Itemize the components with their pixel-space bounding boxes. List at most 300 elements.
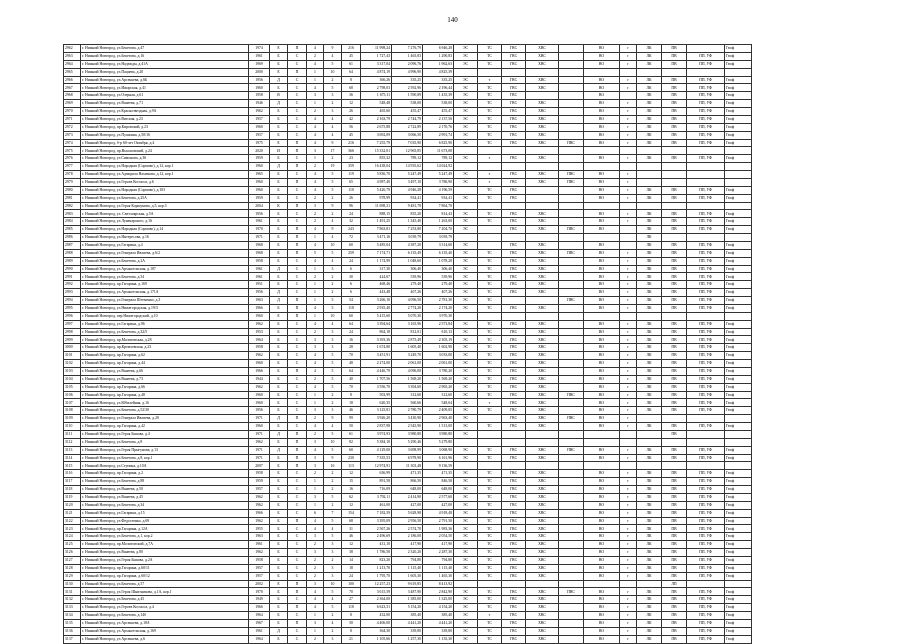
facade-cell: Гвоф xyxy=(725,517,752,525)
floors-cell: 2 xyxy=(324,100,342,108)
entrances-cell: 4 xyxy=(307,525,324,533)
total-area-cell: 4 129,00 xyxy=(361,446,392,454)
ventilation-cell: ПВ xyxy=(662,320,687,328)
cold-water-cell: ХВС xyxy=(526,52,559,60)
heating-cell xyxy=(478,68,502,76)
gas-cell xyxy=(559,194,584,202)
floors-cell: 19 xyxy=(324,163,342,171)
category-cell: Д xyxy=(270,430,288,438)
category-cell: Б xyxy=(270,493,288,501)
row-number-cell: 2967 xyxy=(64,84,81,92)
drainage-cell: ВО xyxy=(584,635,620,643)
apartments-cell: 6 xyxy=(342,265,361,273)
row-number-cell: 3134 xyxy=(64,612,81,620)
apartments-cell: 36 xyxy=(342,92,361,100)
windows-cell: ПП, УФ xyxy=(687,100,725,108)
hot-water-cell: ГВС xyxy=(502,501,526,509)
total-area-cell: 4 874,19 xyxy=(361,68,392,76)
gas-type-cell: г xyxy=(620,383,637,391)
residential-area-cell: 548,04 xyxy=(423,399,454,407)
material-cell: С xyxy=(288,541,307,549)
windows-cell: ПП, УФ xyxy=(687,115,725,123)
gas-type-cell xyxy=(620,462,637,470)
gas-type-cell: г xyxy=(620,446,637,454)
living-area-cell: 934,41 xyxy=(392,194,423,202)
entrances-cell: 2 xyxy=(307,564,324,572)
category-cell: Б xyxy=(270,84,288,92)
category-cell: Д xyxy=(270,627,288,635)
cold-water-cell: ХВС xyxy=(526,45,559,53)
row-number-cell: 3119 xyxy=(64,493,81,501)
heating-cell xyxy=(478,202,502,210)
living-area-cell: 4 096,50 xyxy=(392,297,423,305)
address-cell: г. Нижний Новгород, пр.Гагарина, д.66 xyxy=(81,383,249,391)
address-cell: г. Нижний Новгород, ул.Нижегородская, д.19/3 xyxy=(81,304,249,312)
hot-water-cell xyxy=(502,147,526,155)
hot-water-cell xyxy=(502,297,526,305)
drainage-cell: ВО xyxy=(584,564,620,572)
category-cell: Б xyxy=(270,218,288,226)
living-area-cell: 1 345,40 xyxy=(392,218,423,226)
total-area-cell: 716,09 xyxy=(361,486,392,494)
table-row xyxy=(64,438,752,446)
row-number-cell: 3109 xyxy=(64,415,81,423)
living-area-cell: 5 070,30 xyxy=(392,312,423,320)
gas-cell xyxy=(559,115,584,123)
residential-area-cell: 648,00 xyxy=(423,486,454,494)
ventilation-cell: ПВ xyxy=(662,493,687,501)
heating-cell: ТС xyxy=(478,367,502,375)
cold-water-cell: ХВС xyxy=(526,108,559,116)
drainage-cell: ВО xyxy=(584,100,620,108)
gas-cell xyxy=(559,281,584,289)
heating-cell xyxy=(478,312,502,320)
apartments-cell: 42 xyxy=(342,115,361,123)
table-row xyxy=(64,84,752,92)
ventilation-cell xyxy=(662,147,687,155)
entrances-cell: 3 xyxy=(307,454,324,462)
gas-type-cell: г xyxy=(620,265,637,273)
apartments-cell: 46 xyxy=(342,533,361,541)
address-cell: г. Нижний Новгород, пр.Молитовский, д.7А xyxy=(81,541,249,549)
row-number-cell: 2980 xyxy=(64,186,81,194)
ventilation-cell: ПВ xyxy=(662,336,687,344)
hot-water-cell: ГВС xyxy=(502,635,526,643)
hot-water-cell: ГВС xyxy=(502,399,526,407)
address-cell: г. Нижний Новгород, б-р 60-лет Октября, д.4 xyxy=(81,139,249,147)
material-cell: С xyxy=(288,281,307,289)
facade-cell: Гвоф xyxy=(725,375,752,383)
electricity-cell: ЭС xyxy=(454,45,478,53)
category-cell: Б xyxy=(270,383,288,391)
apartments-cell: 12 xyxy=(342,100,361,108)
row-number-cell: 2968 xyxy=(64,92,81,100)
heating-cell: ТС xyxy=(478,131,502,139)
material-cell: П xyxy=(288,454,307,462)
heating-cell: ТС xyxy=(478,336,502,344)
material-cell: С xyxy=(288,131,307,139)
facade-cell: Гвоф xyxy=(725,612,752,620)
drainage-cell: ВО xyxy=(584,619,620,627)
floors-cell: 3 xyxy=(324,92,342,100)
total-area-cell: 3 125,81 xyxy=(361,407,392,415)
material-cell: П xyxy=(288,139,307,147)
residential-area-cell: 385,40 xyxy=(423,612,454,620)
total-area-cell: 3 394,64 xyxy=(361,320,392,328)
address-cell: г. Нижний Новгород, ул.Народная (Сормово), д.14 xyxy=(81,226,249,234)
cold-water-cell xyxy=(526,194,559,202)
residential-area-cell: 1 115,40 xyxy=(423,564,454,572)
apartments-cell: 72 xyxy=(342,234,361,242)
stairs-cell: ЛК xyxy=(637,454,662,462)
stairs-cell: ЛК xyxy=(637,509,662,517)
category-cell: Б xyxy=(270,525,288,533)
material-cell: С xyxy=(288,194,307,202)
floors-cell: 7 xyxy=(324,509,342,517)
entrances-cell: 1 xyxy=(307,265,324,273)
stairs-cell: ЛК xyxy=(637,407,662,415)
row-number-cell: 2988 xyxy=(64,249,81,257)
heating-cell: ТС xyxy=(478,517,502,525)
total-area-cell: 978,99 xyxy=(361,194,392,202)
material-cell: С xyxy=(288,360,307,368)
category-cell: И xyxy=(270,147,288,155)
apartments-cell: 8 xyxy=(342,627,361,635)
year-cell: 1964 xyxy=(249,635,270,643)
stairs-cell: ЛК xyxy=(637,352,662,360)
gas-type-cell: г xyxy=(620,604,637,612)
heating-cell xyxy=(478,430,502,438)
electricity-cell: ЭС xyxy=(454,194,478,202)
row-number-cell: 3128 xyxy=(64,564,81,572)
gas-type-cell: г xyxy=(620,52,637,60)
category-cell: Б xyxy=(270,108,288,116)
category-cell: Б xyxy=(270,304,288,312)
year-cell: 1966 xyxy=(249,509,270,517)
hot-water-cell: ГВС xyxy=(502,92,526,100)
gas-cell: ПВС xyxy=(559,297,584,305)
cold-water-cell: ХВС xyxy=(526,171,559,179)
material-cell: П xyxy=(288,430,307,438)
material-cell: С xyxy=(288,257,307,265)
total-area-cell: 4 987,40 xyxy=(361,178,392,186)
facade-cell: Гвоф xyxy=(725,257,752,265)
row-number-cell: 3133 xyxy=(64,604,81,612)
year-cell: 1956 xyxy=(249,407,270,415)
ventilation-cell: ПВ xyxy=(662,478,687,486)
gas-type-cell: г xyxy=(620,304,637,312)
drainage-cell: ВО xyxy=(584,92,620,100)
year-cell: 1961 xyxy=(249,218,270,226)
windows-cell: ПП, УФ xyxy=(687,383,725,391)
facade-cell: Гвоф xyxy=(725,108,752,116)
windows-cell: ПП, УФ xyxy=(687,289,725,297)
table-row xyxy=(64,312,752,320)
address-cell: г. Нижний Новгород, ул.Бекетова, д.16 xyxy=(81,52,249,60)
category-cell: Б xyxy=(270,564,288,572)
ventilation-cell: ПВ xyxy=(662,92,687,100)
material-cell: П xyxy=(288,604,307,612)
category-cell: Б xyxy=(270,155,288,163)
drainage-cell: ВО xyxy=(584,273,620,281)
stairs-cell xyxy=(637,68,662,76)
heating-cell: ТС xyxy=(478,423,502,431)
address-cell: г. Нижний Новгород, ул.Генерала Ивлиева, д.6/2 xyxy=(81,249,249,257)
address-cell: г. Нижний Новгород, ул.Бекетова, д.57 xyxy=(81,580,249,588)
stairs-cell xyxy=(637,178,662,186)
heating-cell: ТС xyxy=(478,375,502,383)
gas-type-cell: г xyxy=(620,336,637,344)
hot-water-cell: ГВС xyxy=(502,139,526,147)
category-cell: Е xyxy=(270,312,288,320)
ventilation-cell: ПВ xyxy=(662,619,687,627)
hot-water-cell: ГВС xyxy=(502,352,526,360)
windows-cell: ПП, УФ xyxy=(687,249,725,257)
gas-type-cell: г xyxy=(620,344,637,352)
floors-cell: 5 xyxy=(324,297,342,305)
cold-water-cell: ХВС xyxy=(526,533,559,541)
gas-cell xyxy=(559,163,584,171)
ventilation-cell: ПВ xyxy=(662,375,687,383)
heating-cell: ТС xyxy=(478,45,502,53)
apartments-cell: 38 xyxy=(342,549,361,557)
category-cell: Б xyxy=(270,234,288,242)
living-area-cell: 5 628,98 xyxy=(392,509,423,517)
ventilation-cell xyxy=(662,415,687,423)
stairs-cell: ЛК xyxy=(637,186,662,194)
residential-area-cell: 2 409,05 xyxy=(423,407,454,415)
heating-cell: ТС xyxy=(478,478,502,486)
year-cell: 1962 xyxy=(249,352,270,360)
entrances-cell: 3 xyxy=(307,533,324,541)
year-cell: 2000 xyxy=(249,68,270,76)
total-area-cell: 3 471,16 xyxy=(361,234,392,242)
gas-cell xyxy=(559,399,584,407)
drainage-cell: ВО xyxy=(584,210,620,218)
facade-cell: Гвоф xyxy=(725,336,752,344)
stairs-cell: ЛК xyxy=(637,76,662,84)
gas-cell xyxy=(559,210,584,218)
row-number-cell: 2978 xyxy=(64,171,81,179)
windows-cell xyxy=(687,45,725,53)
gas-cell xyxy=(559,438,584,446)
living-area-cell: 3 249,70 xyxy=(392,352,423,360)
address-cell: г. Нижний Новгород, пр.Молитовская, д.28 xyxy=(81,336,249,344)
residential-area-cell: 6 946,20 xyxy=(423,45,454,53)
total-area-cell: 2 163,79 xyxy=(361,115,392,123)
ventilation-cell: ПВ xyxy=(662,556,687,564)
cold-water-cell: ХВС xyxy=(526,328,559,336)
ventilation-cell: ПВ xyxy=(662,241,687,249)
drainage-cell: ВО xyxy=(584,446,620,454)
cold-water-cell: ХВС xyxy=(526,257,559,265)
table-row xyxy=(64,423,752,431)
drainage-cell: ВО xyxy=(584,139,620,147)
hot-water-cell: ГВС xyxy=(502,304,526,312)
heating-cell: ТС xyxy=(478,493,502,501)
electricity-cell: ЭС xyxy=(454,265,478,273)
table-row xyxy=(64,446,752,454)
category-cell: Б xyxy=(270,115,288,123)
windows-cell: ПП, УФ xyxy=(687,446,725,454)
address-cell: г. Нижний Новгород, ул.Ванеева, д.80 xyxy=(81,549,249,557)
gas-type-cell: г xyxy=(620,556,637,564)
windows-cell xyxy=(687,68,725,76)
hot-water-cell: ГВС xyxy=(502,194,526,202)
living-area-cell: 2 592,96 xyxy=(392,84,423,92)
facade-cell: Гвоф xyxy=(725,218,752,226)
cold-water-cell: ХВС xyxy=(526,100,559,108)
cold-water-cell: ХВС xyxy=(526,60,559,68)
row-number-cell: 2963 xyxy=(64,52,81,60)
table-row xyxy=(64,375,752,383)
total-area-cell: 2 935,40 xyxy=(361,304,392,312)
gas-cell xyxy=(559,312,584,320)
gas-type-cell: г xyxy=(620,525,637,533)
apartments-cell: 26 xyxy=(342,108,361,116)
gas-type-cell: г xyxy=(620,328,637,336)
stairs-cell xyxy=(637,312,662,320)
material-cell: С xyxy=(288,84,307,92)
category-cell: Б xyxy=(270,360,288,368)
drainage-cell: ВО xyxy=(584,486,620,494)
gas-type-cell: г xyxy=(620,549,637,557)
floors-cell: 3 xyxy=(324,541,342,549)
windows-cell: ПП, УФ xyxy=(687,486,725,494)
gas-cell xyxy=(559,501,584,509)
total-area-cell: 3 692,09 xyxy=(361,131,392,139)
drainage-cell: ВО xyxy=(584,241,620,249)
heating-cell: ТС xyxy=(478,186,502,194)
entrances-cell: 1 xyxy=(307,68,324,76)
hot-water-cell: ГВС xyxy=(502,588,526,596)
category-cell: Д xyxy=(270,289,288,297)
drainage-cell: ВО xyxy=(584,572,620,580)
residential-area-cell: 9 136,59 xyxy=(423,462,454,470)
floors-cell: 5 xyxy=(324,517,342,525)
facade-cell xyxy=(725,438,752,446)
table-row xyxy=(64,68,752,76)
row-number-cell: 2991 xyxy=(64,273,81,281)
material-cell: С xyxy=(288,375,307,383)
material-cell: П xyxy=(288,580,307,588)
entrances-cell: 4 xyxy=(307,352,324,360)
drainage-cell: ВО xyxy=(584,470,620,478)
apartments-cell: 14 xyxy=(342,556,361,564)
electricity-cell xyxy=(454,438,478,446)
material-cell: С xyxy=(288,407,307,415)
residential-area-cell: 14 624,92 xyxy=(423,163,454,171)
cold-water-cell: ХВС xyxy=(526,360,559,368)
stairs-cell: ЛК xyxy=(637,486,662,494)
facade-cell: Гвоф xyxy=(725,281,752,289)
stairs-cell: ЛК xyxy=(637,123,662,131)
category-cell: Б xyxy=(270,123,288,131)
living-area-cell: 1 605,30 xyxy=(392,572,423,580)
facade-cell xyxy=(725,415,752,423)
year-cell: 2007 xyxy=(249,462,270,470)
address-cell: г. Нижний Новгород, ул.Бекетова, д.1, кор.2 xyxy=(81,533,249,541)
drainage-cell: ВО xyxy=(584,45,620,53)
hot-water-cell: ГВС xyxy=(502,108,526,116)
drainage-cell: ВО xyxy=(584,541,620,549)
facade-cell: Гвоф xyxy=(725,399,752,407)
facade-cell: Гвоф xyxy=(725,556,752,564)
ventilation-cell: ПВ xyxy=(662,446,687,454)
drainage-cell: ВО xyxy=(584,533,620,541)
stairs-cell: ЛК xyxy=(637,541,662,549)
electricity-cell: ЭС xyxy=(454,588,478,596)
heating-cell: ТС xyxy=(478,123,502,131)
facade-cell: Гвоф xyxy=(725,446,752,454)
living-area-cell: 3 066,50 xyxy=(392,131,423,139)
apartments-cell: 18 xyxy=(342,399,361,407)
table-row xyxy=(64,320,752,328)
residential-area-cell: 2 305,19 xyxy=(423,336,454,344)
material-cell: С xyxy=(288,328,307,336)
apartments-cell: 18 xyxy=(342,564,361,572)
address-cell: г. Нижний Новгород, ул.Героя Коршунова, д.5, кор.3 xyxy=(81,202,249,210)
electricity-cell xyxy=(454,202,478,210)
year-cell: 1957 xyxy=(249,486,270,494)
stairs-cell: ЛК xyxy=(637,501,662,509)
cold-water-cell xyxy=(526,430,559,438)
housing-table xyxy=(63,44,752,644)
gas-cell xyxy=(559,533,584,541)
stairs-cell xyxy=(637,430,662,438)
drainage-cell: ВО xyxy=(584,108,620,116)
table-row xyxy=(64,108,752,116)
gas-type-cell: г xyxy=(620,501,637,509)
entrances-cell: 4 xyxy=(307,131,324,139)
cold-water-cell: ХВС xyxy=(526,178,559,186)
table-row xyxy=(64,210,752,218)
apartments-cell: 64 xyxy=(342,68,361,76)
total-area-cell: 12 974,91 xyxy=(361,462,392,470)
gas-cell xyxy=(559,430,584,438)
entrances-cell: 2 xyxy=(307,273,324,281)
total-area-cell: 3 451,91 xyxy=(361,352,392,360)
ventilation-cell: ПВ xyxy=(662,289,687,297)
gas-cell xyxy=(559,375,584,383)
row-number-cell: 3118 xyxy=(64,486,81,494)
living-area-cell: 9 619,85 xyxy=(392,580,423,588)
table-row xyxy=(64,612,752,620)
heating-cell xyxy=(478,147,502,155)
facade-cell xyxy=(725,202,752,210)
entrances-cell: 2 xyxy=(307,218,324,226)
category-cell: Б xyxy=(270,257,288,265)
row-number-cell: 3130 xyxy=(64,580,81,588)
material-cell: П xyxy=(288,163,307,171)
address-cell: г. Нижний Новгород, ул.Ванеева, д.71 xyxy=(81,100,249,108)
address-cell: г. Нижний Новгород, ул.Бекетова, д.8, кор.1 xyxy=(81,454,249,462)
stairs-cell: ЛК xyxy=(637,273,662,281)
electricity-cell: ЭС xyxy=(454,391,478,399)
gas-cell xyxy=(559,218,584,226)
stairs-cell: ЛК xyxy=(637,596,662,604)
hot-water-cell: ГВС xyxy=(502,525,526,533)
category-cell: Б xyxy=(270,423,288,431)
cold-water-cell: ХВС xyxy=(526,627,559,635)
stairs-cell: ЛК xyxy=(637,619,662,627)
material-cell: С xyxy=(288,336,307,344)
cold-water-cell: ХВС xyxy=(526,509,559,517)
address-cell: г. Нижний Новгород, ул.Архангельская, д.171А xyxy=(81,289,249,297)
facade-cell: Гвоф xyxy=(725,139,752,147)
row-number-cell: 3122 xyxy=(64,517,81,525)
floors-cell: 2 xyxy=(324,612,342,620)
